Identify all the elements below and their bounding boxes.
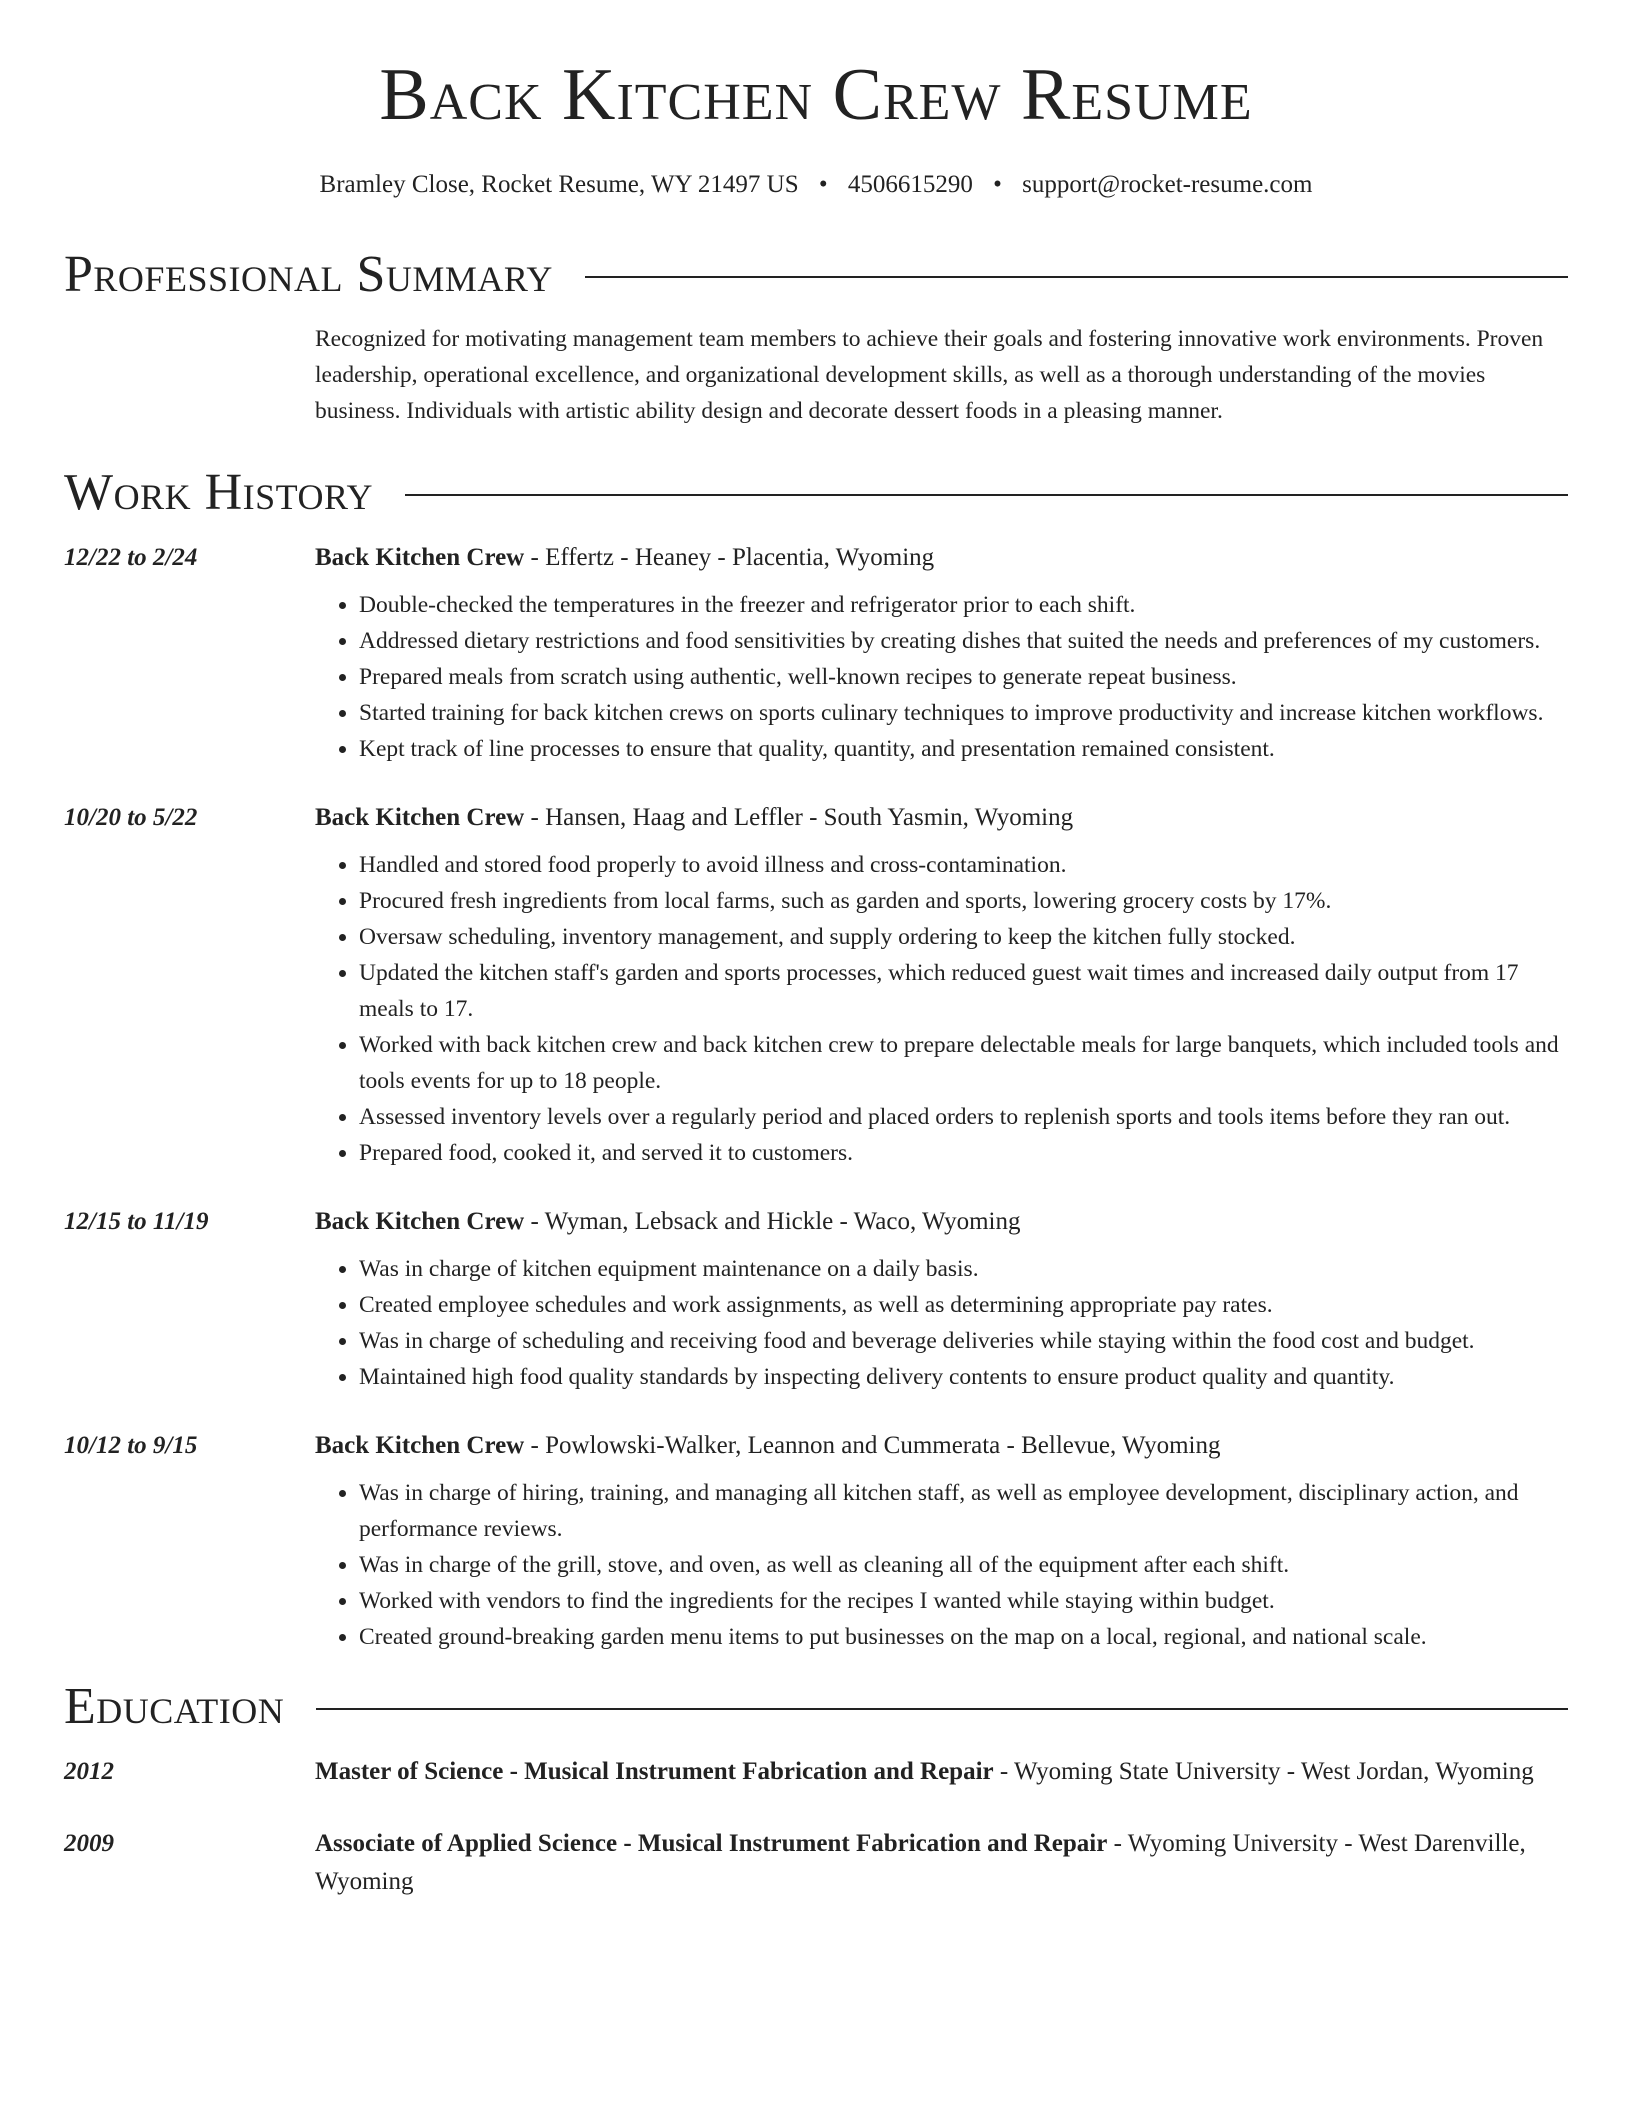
summary-text: Recognized for motivating management team members to achieve their goals and fostering innovative work environments. Proven leadership, operational excellence, and organizational development skills, as well as a thorough understanding of the movies business. Individuals with artistic ability design and decorate dessert foods in a pleasing manner.	[315, 326, 1544, 424]
job-details: - Powlowski-Walker, Leannon and Cummerata - Bellevue, Wyoming	[524, 1432, 1221, 1459]
job-bullet: • Maintained high food quality standards by inspecting delivery contents to ensure product quality and quantity.	[359, 1359, 1568, 1395]
education-details: - Wyoming State University - West Jordan, Wyoming	[993, 1758, 1534, 1785]
section-divider	[405, 494, 1568, 496]
job-bullet: • Kept track of line processes to ensure that quality, quantity, and presentation remained consistent.	[359, 731, 1568, 767]
job-details: - Effertz - Heaney - Placentia, Wyoming	[524, 544, 935, 571]
section-divider	[316, 1708, 1568, 1710]
job-bullets	[315, 847, 1568, 1171]
job-bullets	[315, 1475, 1568, 1655]
job-bullet: • Prepared food, cooked it, and served it to customers.	[359, 1135, 1568, 1171]
job-bullet: • Oversaw scheduling, inventory management, and supply ordering to keep the kitchen fully stocked.	[359, 919, 1568, 955]
resume-title: Back Kitchen Crew Resume	[379, 54, 1253, 136]
job-title: Back Kitchen Crew	[315, 1432, 525, 1459]
education-section-header	[64, 1678, 1568, 1735]
job-details: - Wyman, Lebsack and Hickle - Waco, Wyoming	[524, 1208, 1021, 1235]
job-entry	[64, 799, 1568, 1171]
job-bullet: • Was in charge of the grill, stove, and oven, as well as cleaning all of the equipment after each shift.	[359, 1547, 1568, 1583]
job-title: Back Kitchen Crew	[315, 804, 525, 831]
education-body	[315, 1825, 1568, 1901]
job-title: Back Kitchen Crew	[315, 1208, 525, 1235]
job-bullets	[315, 1251, 1568, 1395]
job-dates: 12/15 to 11/19	[64, 1208, 209, 1235]
job-bullet: • Created employee schedules and work assignments, as well as determining appropriate pay rates.	[359, 1287, 1568, 1323]
job-dates: 10/12 to 9/15	[64, 1432, 198, 1459]
job-bullet: • Was in charge of kitchen equipment maintenance on a daily basis.	[359, 1251, 1568, 1287]
job-bullet: • Started training for back kitchen crews on sports culinary techniques to improve productivity and increase kitchen workflows.	[359, 695, 1568, 731]
work-heading: Work History	[64, 464, 374, 521]
education-year: 2009	[64, 1830, 114, 1857]
job-dates: 10/20 to 5/22	[64, 804, 198, 831]
education-entry	[64, 1825, 1568, 1901]
job-entry	[64, 1203, 1568, 1395]
contact-separator: •	[818, 171, 828, 198]
job-bullet: • Assessed inventory levels over a regularly period and placed orders to replenish sports and tools items before they ran out.	[359, 1099, 1568, 1135]
job-details: - Hansen, Haag and Leffler - South Yasmin, Wyoming	[524, 804, 1074, 831]
job-dates: 12/22 to 2/24	[64, 544, 198, 571]
job-bullet: • Created ground-breaking garden menu items to put businesses on the map on a local, regional, and national scale.	[359, 1619, 1568, 1655]
education-year: 2012	[64, 1758, 114, 1785]
job-body	[315, 1203, 1568, 1395]
education-entry	[64, 1753, 1568, 1791]
contact-separator: •	[993, 171, 1002, 198]
education-heading: Education	[64, 1678, 285, 1735]
contact-line	[64, 172, 1568, 197]
job-bullet: • Addressed dietary restrictions and food sensitivities by creating dishes that suited the needs and preferences of my customers.	[359, 623, 1568, 659]
job-entry	[64, 1427, 1568, 1655]
contact-email: support@rocket-resume.com	[1022, 171, 1313, 198]
job-bullets	[315, 587, 1568, 767]
job-body	[315, 1427, 1568, 1655]
job-bullet: • Was in charge of hiring, training, and managing all kitchen staff, as well as employee development, disciplinary action, and performance reviews.	[359, 1475, 1568, 1547]
education-degree: Associate of Applied Science - Musical Instrument Fabrication and Repair	[315, 1830, 1108, 1857]
education-body	[315, 1753, 1568, 1791]
job-entry	[64, 539, 1568, 767]
job-bullet: • Worked with vendors to find the ingredients for the recipes I wanted while staying within budget.	[359, 1583, 1568, 1619]
job-bullet: • Handled and stored food properly to avoid illness and cross-contamination.	[359, 847, 1568, 883]
education-details: - Wyoming University - West Darenville, Wyoming	[315, 1830, 1526, 1895]
job-bullet: • Procured fresh ingredients from local farms, such as garden and sports, lowering grocery costs by 17%.	[359, 883, 1568, 919]
contact-phone: 4506615290	[847, 171, 973, 198]
work-section-header	[64, 464, 1568, 521]
education-degree: Master of Science - Musical Instrument Fabrication and Repair	[315, 1758, 994, 1785]
job-bullet: • Prepared meals from scratch using authentic, well-known recipes to generate repeat business.	[359, 659, 1568, 695]
contact-address: Bramley Close, Rocket Resume, WY 21497 US	[319, 171, 799, 198]
summary-heading: Professional Summary	[64, 246, 553, 303]
job-body	[315, 799, 1568, 1171]
job-bullet: • Updated the kitchen staff's garden and sports processes, which reduced guest wait times and increased daily output from 17 meals to 17.	[359, 955, 1568, 1027]
job-title: Back Kitchen Crew	[315, 544, 525, 571]
job-body	[315, 539, 1568, 767]
job-bullet: • Was in charge of scheduling and receiving food and beverage deliveries while staying within the food cost and budget.	[359, 1323, 1568, 1359]
job-bullet: • Double-checked the temperatures in the freezer and refrigerator prior to each shift.	[359, 587, 1568, 623]
job-bullet: • Worked with back kitchen crew and back kitchen crew to prepare delectable meals for large banquets, which included tools and tools events for up to 18 people.	[359, 1027, 1568, 1099]
section-divider	[585, 276, 1568, 278]
summary-section-header	[64, 246, 1568, 303]
